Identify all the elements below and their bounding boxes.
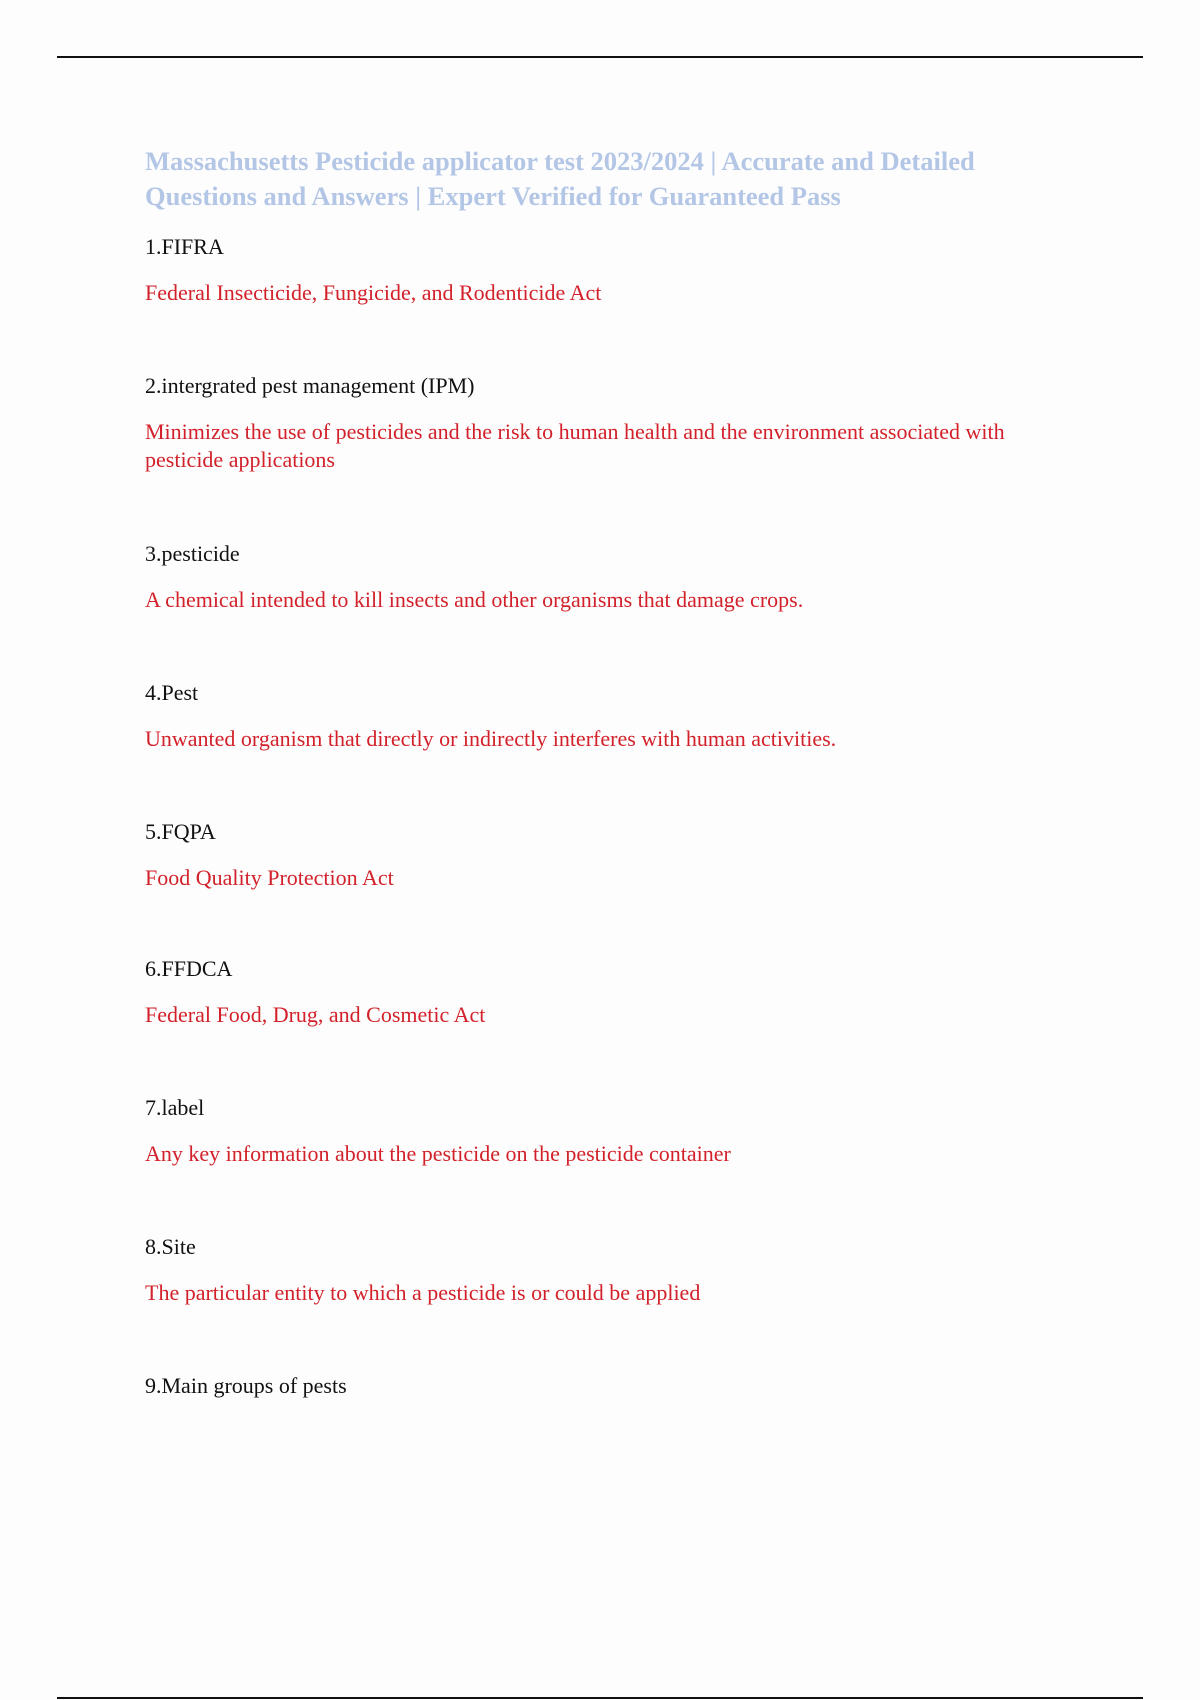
footer-rule: [57, 1697, 1143, 1699]
answer-text: Federal Insecticide, Fungicide, and Rodenticide Act: [145, 280, 602, 305]
question-text: 4.Pest: [145, 680, 199, 705]
qa-item-2: [145, 372, 1075, 474]
qa-item-9: [145, 1372, 1075, 1400]
question-text: 1.FIFRA: [145, 234, 224, 259]
question-text: 3.pesticide: [145, 541, 240, 566]
question-text: 6.FFDCA: [145, 956, 233, 981]
question-text: 9.Main groups of pests: [145, 1373, 347, 1398]
question-text: 7.label: [145, 1095, 205, 1120]
answer-text: Unwanted organism that directly or indirectly interferes with human activities.: [145, 726, 837, 751]
question-text: 2.intergrated pest management (IPM): [145, 373, 475, 398]
answer-text: Minimizes the use of pesticides and the risk to human health and the environment associated with pesticide applications: [145, 419, 1005, 472]
qa-item-8: [145, 1233, 1075, 1307]
answer-text: Federal Food, Drug, and Cosmetic Act: [145, 1002, 486, 1027]
qa-item-4: [145, 679, 1075, 753]
qa-item-6: [145, 955, 1075, 1029]
qa-item-5: [145, 818, 1075, 892]
header-rule: [57, 56, 1143, 58]
answer-text: Food Quality Protection Act: [145, 865, 394, 890]
question-text: 8.Site: [145, 1234, 196, 1259]
document-title: Massachusetts Pesticide applicator test 2023/2024 | Accurate and Detailed Questions and Answers | Expert Verified for Guaranteed Pass: [145, 146, 975, 211]
qa-item-7: [145, 1094, 1075, 1168]
answer-text: A chemical intended to kill insects and other organisms that damage crops.: [145, 587, 804, 612]
qa-item-3: [145, 540, 1075, 614]
answer-text: Any key information about the pesticide on the pesticide container: [145, 1141, 731, 1166]
qa-item-1: [145, 233, 1075, 307]
question-text: 5.FQPA: [145, 819, 216, 844]
answer-text: The particular entity to which a pesticide is or could be applied: [145, 1280, 701, 1305]
